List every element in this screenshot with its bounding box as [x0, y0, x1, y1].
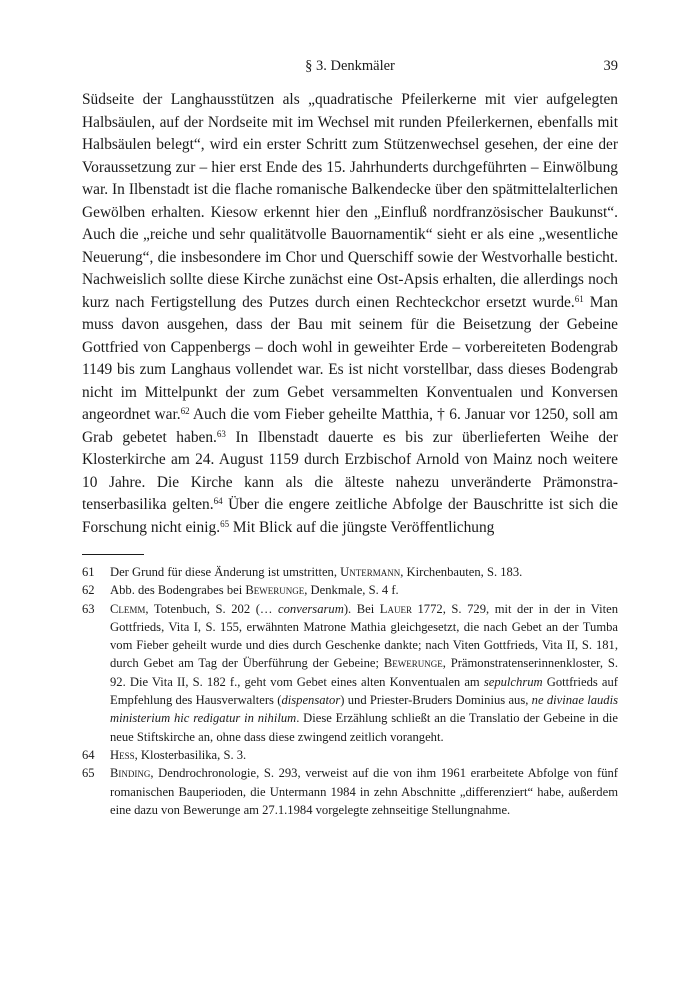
latin-term: sepulchrum: [483, 674, 543, 689]
footnote-number: 63: [82, 601, 95, 616]
page-number: 39: [603, 58, 618, 74]
footnote-64: [82, 746, 618, 764]
latin-term: dispensator: [281, 693, 341, 708]
author-name: Bewerunge: [245, 583, 305, 598]
footnote-61: [82, 563, 618, 581]
footnotes: [82, 563, 618, 819]
footnote-number: 62: [82, 583, 95, 598]
footnote-ref-61[interactable]: 61: [574, 293, 584, 304]
section-title: § 3. Denkmäler: [305, 58, 395, 74]
book-page: [82, 54, 618, 819]
footnote-62: [82, 581, 618, 599]
main-text: [82, 89, 618, 539]
running-header: [82, 54, 618, 80]
footnote-text-run: Der Grund für diese Änderung ist umstritten,: [110, 565, 341, 579]
footnote-text: [110, 746, 618, 764]
footnote-text: [110, 600, 618, 746]
footnote-ref-62[interactable]: 62: [180, 406, 190, 416]
footnote-ref-64[interactable]: 64: [213, 496, 223, 506]
author-name: Lauer: [379, 601, 412, 616]
footnote-text: [110, 581, 618, 599]
footnote-text-run: , Totenbuch, S. 202 (…: [145, 601, 279, 616]
footnote-text-run: , Klosterbasilika, S. 3.: [134, 747, 247, 762]
footnote-text-run: , Dendrochronologie, S. 293, verweist auf die von ihm 1961 erarbeitete Abfolge von fünf romanischen Bauperioden, die Untermann 1984 in zehn Abschnitte „differenziert“ habe, außerdem eine dazu von Bewerunge am 27.1.1984 vorgelegte zehnseitige Stellungnahme.: [110, 766, 618, 817]
footnote-65: [82, 764, 618, 819]
footnote-text: [110, 764, 618, 819]
footnote-number: 61: [82, 565, 95, 579]
footnote-text-run: Abb. des Bodengrabes bei: [110, 583, 246, 598]
body-text-run: Man muss davon ausgehen, dass der Bau mit seinem für die Beisetzung der Gebeine Gottfried von Cappenbergs – doch wohl in geweihter Erde – vorbereiteten Bodengrab 1149 bis zum Langhaus vollendet war. Es ist nicht vorstellbar, dass dieses Bodengrab nicht im Mittelpunkt der zum Gebet versammelten Konventualen und Konversen angeordnet war.: [82, 293, 619, 423]
body-text-run: In Ilbenstadt dauerte es bis zur überlieferten Weihe der Klosterkirche am 24. August 1159 durch Erzbischof Arnold von Mainz noch weitere 10 Jahre. Die Kirche kann als die älteste nahezu unveränderte Prämonstratenserbasilika gelten.: [82, 428, 618, 513]
author-name: Binding: [110, 766, 151, 781]
author-name: Hess: [110, 747, 135, 762]
footnote-number: 65: [82, 766, 95, 781]
latin-term: conversarum: [278, 601, 344, 616]
footnote-text-run: Gottfrieds auf Empfehlung des Hausverwalters (: [110, 674, 618, 708]
author-name: Untermann: [340, 565, 401, 579]
body-paragraph: [82, 89, 618, 539]
footnote-text-run: , Kirchenbauten, S. 183.: [400, 565, 523, 579]
body-text-run: Südseite der Langhausstützen als „quadratische Pfeilerkerne mit vier aufgelegten Halbsäulen, auf der Nordseite mit im Wechsel mit runden Pfeilerkernen, ebenfalls mit Halbsäulen belegt“, wird ein erster Schritt zum Stützenwechsel gesehen, der eine der Voraussetzung zur – hier erst Ende des 15. Jahrhunderts durchgeführten – Einwölbung war. In Ilbenstadt ist die flache romanische Balkendecke über den spätmittelalterlichen Gewölben erhalten. Kiesow erkennt hier den „Einfluß nordfranzösischer Baukunst“. Auch die „reiche und sehr qualitätvolle Bauornamentik“ sieht er als eine „wesentliche Neuerung“, die insbesondere im Chor und Querschiff sowie der Westvorhalle besticht. Nachweislich sollte diese Kirche zunächst eine Ost-Apsis erhalten, die allerdings noch kurz nach Fertigstellung des Putzes durch einen Rechteckchor ersetzt wurde.: [82, 91, 618, 311]
body-text-run: Mit Blick auf die jüngste Veröffentlichung: [229, 518, 495, 536]
footnote-text-run: , Denkmale, S. 4 f.: [304, 583, 399, 598]
footnote-text-run: ) und Priester-Bruders Dominius aus,: [340, 693, 532, 708]
footnote-divider: [82, 554, 144, 555]
footnote-ref-65[interactable]: 65: [220, 518, 230, 529]
latin-quote: ne divinae laudis ministerium hic redigatur in nihilum: [110, 693, 618, 726]
footnote-63: [82, 600, 618, 746]
footnote-text-run: . Diese Erzählung schließt an die Translatio der Gebeine in die neue Stiftskirche an, ohne dass diese zwingend zeitlich vorangeht.: [110, 711, 619, 744]
footnote-text: [110, 563, 618, 581]
footnote-ref-63[interactable]: 63: [216, 428, 226, 439]
author-name: Bewerunge: [383, 656, 443, 671]
footnote-text-run: 1772, S. 729, mit der in der in Viten Gottfrieds, Vita I, S. 155, erwähnten Matrone Mathia gleichgesetzt, die nach Gebet an der Tumba vom Fieber geheilt wurde und dies durch Geschenke dankte; nach Viten Gottfrieds, Vita II, S. 181, durch Gebet am Tag der Überführung der Gebeine;: [110, 601, 618, 671]
footnote-text-run: ). Bei: [343, 601, 380, 616]
author-name: Clemm: [110, 601, 146, 616]
body-text-run: Auch die vom Fieber geheilte Matthia, † 6. Januar vor 1250, soll am Grab gebetet haben.: [82, 406, 618, 446]
body-text-run: Über die engere zeitliche Abfolge der Bauschritte ist sich die Forschung nicht einig.: [82, 496, 618, 536]
footnote-number: 64: [82, 747, 95, 762]
footnote-text-run: , Prämonstratenserinnenkloster, S. 92. Die Vita II, S. 182 f., geht vom Gebet eines alten Konventualen am: [110, 656, 618, 689]
